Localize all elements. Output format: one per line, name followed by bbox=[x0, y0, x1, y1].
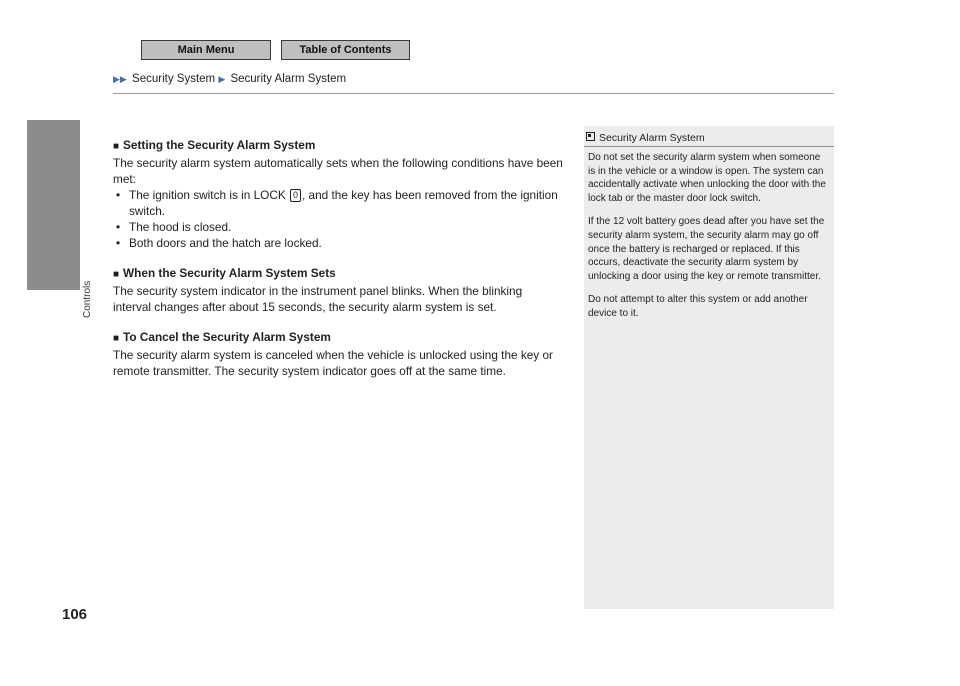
list-item: • The ignition switch is in LOCK 0 , and the key has been removed from the ignition switch. bbox=[113, 187, 563, 219]
breadcrumb bbox=[113, 73, 346, 85]
section-heading: ■ To Cancel the Security Alarm System bbox=[113, 330, 331, 344]
section-tab bbox=[27, 120, 80, 290]
breadcrumb-arrow-icon: ▶▶ bbox=[113, 74, 127, 84]
section-heading: ■ When the Security Alarm System Sets bbox=[113, 266, 336, 280]
reference-box-icon bbox=[586, 132, 595, 141]
section-body: The security alarm system is canceled when the vehicle is unlocked using the key or remote transmitter. The security system indicator goes off at the same time. bbox=[113, 348, 553, 378]
header-divider bbox=[113, 93, 834, 94]
section-setting bbox=[113, 137, 563, 251]
square-bullet-icon: ■ bbox=[113, 141, 120, 152]
main-menu-button[interactable]: Main Menu bbox=[141, 40, 271, 60]
table-of-contents-button[interactable]: Table of Contents bbox=[281, 40, 410, 60]
breadcrumb-arrow-icon: ▶ bbox=[218, 74, 226, 84]
section-tab-label: Controls bbox=[82, 280, 93, 318]
sidebar-body bbox=[584, 151, 834, 321]
lock-position-icon: 0 bbox=[290, 189, 301, 202]
square-bullet-icon: ■ bbox=[113, 333, 120, 344]
main-content bbox=[113, 137, 563, 393]
section-intro: The security alarm system automatically sets when the following conditions have been met: bbox=[113, 156, 563, 186]
section-body: The security system indicator in the instrument panel blinks. When the blinking interval changes after about 15 seconds, the security alarm system is set. bbox=[113, 284, 523, 314]
condition-list bbox=[113, 187, 563, 251]
section-when-sets bbox=[113, 265, 563, 315]
section-heading: ■ Setting the Security Alarm System bbox=[113, 138, 316, 152]
square-bullet-icon: ■ bbox=[113, 269, 120, 280]
sidebar-title: Security Alarm System bbox=[584, 126, 834, 147]
list-item: • The hood is closed. bbox=[113, 219, 563, 235]
sidebar-paragraph: If the 12 volt battery goes dead after you have set the security alarm system, the security alarm may go off once the battery is recharged or replaced. If this occurs, deactivate the security alarm system by unlocking a door using the key or remote transmitter. bbox=[588, 216, 825, 282]
sidebar-paragraph: Do not attempt to alter this system or add another device to it. bbox=[588, 294, 808, 319]
breadcrumb-item-security-alarm-system: Security Alarm System bbox=[230, 73, 347, 85]
section-cancel bbox=[113, 329, 563, 379]
page-number: 106 bbox=[62, 606, 88, 623]
breadcrumb-item-security-system[interactable]: Security System bbox=[132, 73, 216, 85]
notes-sidebar bbox=[584, 126, 834, 609]
sidebar-paragraph: Do not set the security alarm system when someone is in the vehicle or a window is open. The system can accidentally activate when unlocking the door with the lock tab or the master door lock switch. bbox=[588, 152, 826, 204]
list-item: • Both doors and the hatch are locked. bbox=[113, 235, 563, 251]
